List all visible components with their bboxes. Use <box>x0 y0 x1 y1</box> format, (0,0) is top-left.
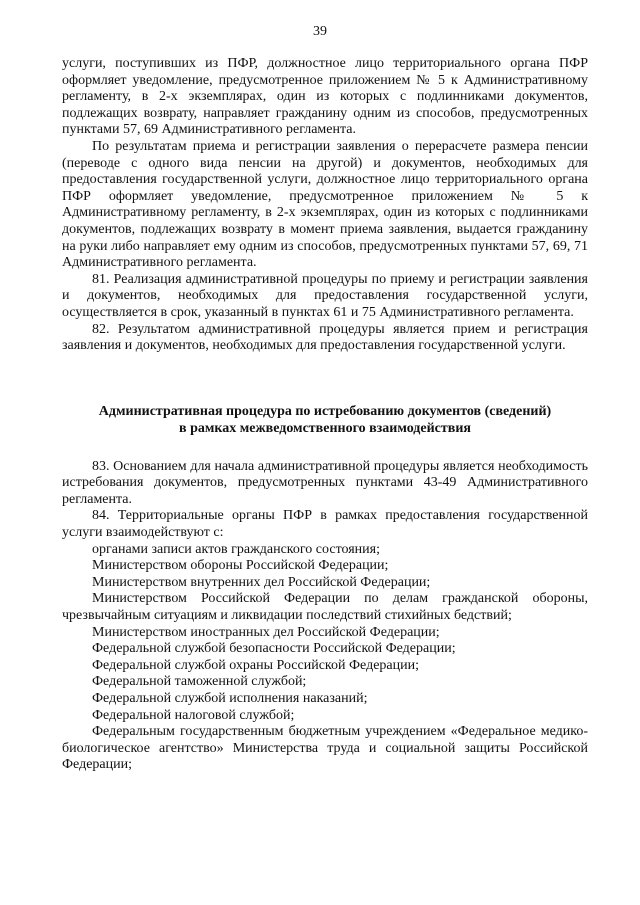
list-item: Федеральной службой безопасности Российской Федерации; <box>92 641 456 657</box>
section-heading-line-1: Административная процедура по истребованию документов (сведений) <box>98 403 552 419</box>
list-item: Министерством внутренних дел Российской Федерации; <box>92 574 431 590</box>
paragraph-81: 81. Реализация административной процедуры по приему и регистрации заявления и документов, необходимых для предоставления государственной услуги, осуществляется в срок, указанный в пунктах 61 и 75 Административного регламента. <box>62 271 588 320</box>
list-item: Министерством иностранных дел Российской Федерации; <box>92 624 440 640</box>
list-item: органами записи актов гражданского состояния; <box>92 541 380 557</box>
list-item: Федеральным государственным бюджетным учреждением «Федеральное медико-биологическое агентство» Министерства труда и социальной защиты Российской Федерации; <box>62 724 588 773</box>
paragraph-84: 84. Территориальные органы ПФР в рамках предоставления государственной услуги взаимодействуют с: <box>62 508 588 541</box>
list-item: Федеральной налоговой службой; <box>92 707 295 723</box>
section-heading-line-2: в рамках межведомственного взаимодействия <box>179 420 471 436</box>
agency-list <box>62 542 588 774</box>
paragraph-83: 83. Основанием для начала административной процедуры является необходимость истребования документов, предусмотренных пунктами 43-49 Административного регламента. <box>62 458 588 507</box>
list-item: Федеральной службой охраны Российской Федерации; <box>92 657 420 673</box>
document-body <box>62 56 588 774</box>
list-item: Министерством обороны Российской Федерации; <box>92 558 389 574</box>
spacer <box>62 437 588 459</box>
list-item: Министерством Российской Федерации по делам гражданской обороны, чрезвычайным ситуациям и ликвидации последствий стихийных бедствий; <box>62 591 588 624</box>
spacer <box>62 355 588 403</box>
paragraph-recalculation-result: По результатам приема и регистрации заявления о перерасчете размера пенсии (переводе с одного вида пенсии на другой) и документов, необходимых для предоставления государственной услуги, должностное лицо территориального органа ПФР оформляет уведомление, предусмотренное приложением № 5 к Административному регламенту, в 2-х экземплярах, один из которых с подлинниками документов, подлежащих возврату в момент приема заявления, выдается гражданину на руки либо направляет ему одним из способов, предусмотренных пунктами 57, 69, 71 Административного регламента. <box>62 138 588 271</box>
list-item: Федеральной таможенной службой; <box>92 674 307 690</box>
list-item: Федеральной службой исполнения наказаний; <box>92 691 368 706</box>
paragraph-continuation: услуги, поступивших из ПФР, должностное лицо территориального органа ПФР оформляет уведомление, предусмотренное приложением № 5 к Административному регламенту, в 2-х экземплярах, один из которых с подлинниками документов, подлежащих возврату, направляет гражданину одним из способов, предусмотренных пунктами 57, 69 Административного регламента. <box>62 56 588 138</box>
page-number: 39 <box>313 24 327 39</box>
paragraph-82: 82. Результатом административной процедуры является прием и регистрация заявления и документов, необходимых для предоставления государственной услуги. <box>62 321 588 354</box>
